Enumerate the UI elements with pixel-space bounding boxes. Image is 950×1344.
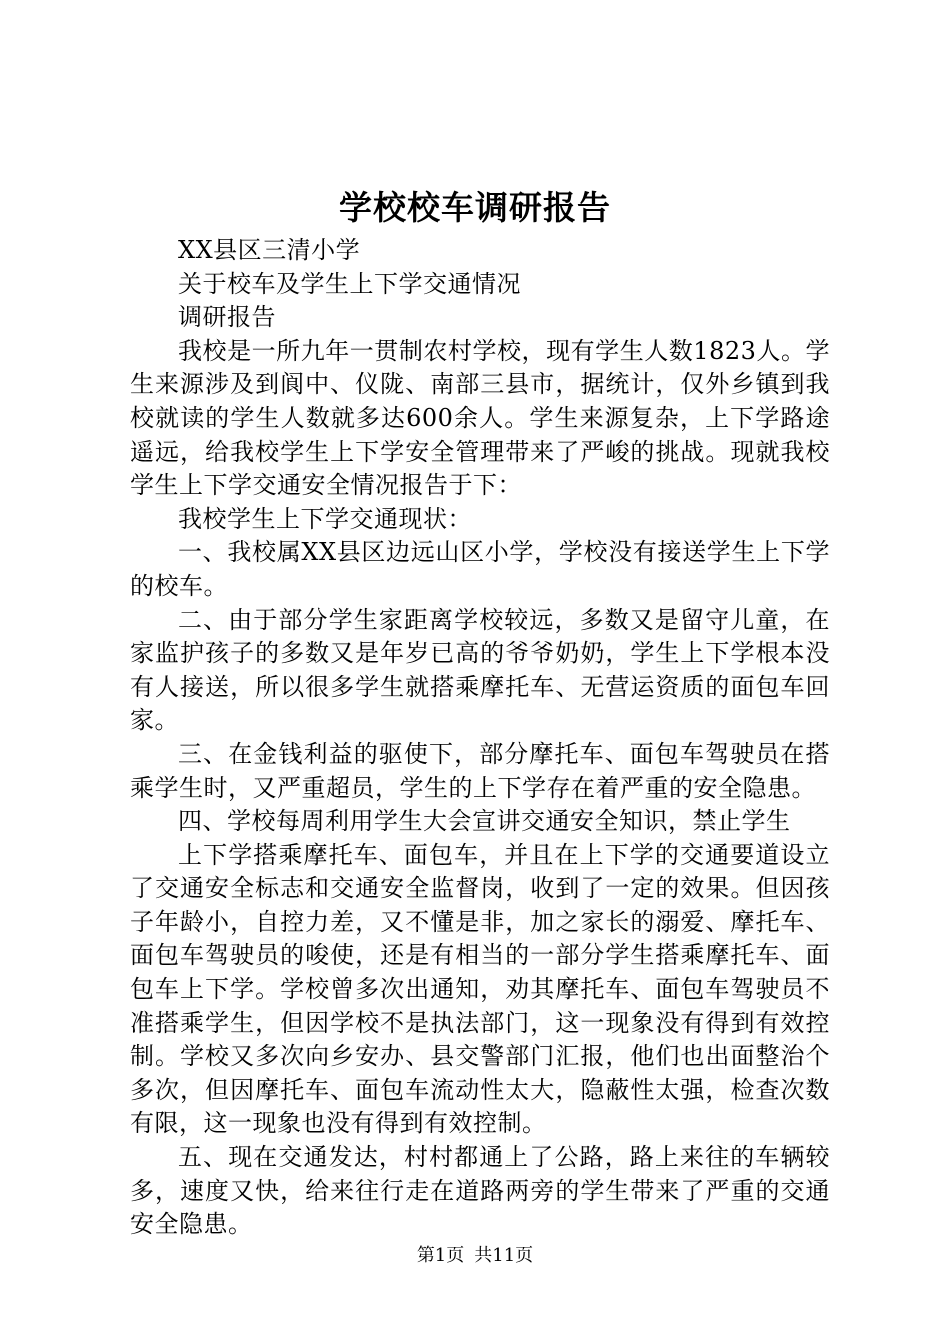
paragraph-report-label: 调研报告 bbox=[178, 303, 276, 332]
page-number: 第1页 bbox=[416, 1245, 465, 1266]
paragraph-point-4: 四、学校每周利用学生大会宣讲交通安全知识，禁止学生 bbox=[178, 807, 791, 836]
paragraph-point-2: 二、由于部分学生家距离学校较远，多数又是留守儿童，在家监护孩子的多数又是年岁已高的爷爷奶奶，学生上下学根本没有人接送，所以很多学生就搭乘摩托车、无营运资质的面包车回家。 bbox=[130, 605, 830, 735]
paragraph-status-heading: 我校学生上下学交通现状： bbox=[178, 504, 472, 533]
paragraph-school-name: XX县区三清小学 bbox=[178, 236, 361, 264]
document-body bbox=[130, 234, 830, 1242]
paragraph-intro: 我校是一所九年一贯制农村学校，现有学生人数1823人。学生来源涉及到阆中、仪陇、南部三县市，据统计，仅外乡镇到我校就读的学生人数就多达600余人。学生来源复杂，上下学路途遥远，给我校学生上下学安全管理带来了严峻的挑战。现就我校学生上下学交通安全情况报告于下： bbox=[130, 336, 830, 500]
page-footer bbox=[0, 1244, 950, 1268]
paragraph-subtitle: 关于校车及学生上下学交通情况 bbox=[178, 269, 521, 298]
page-total: 共11页 bbox=[474, 1245, 534, 1266]
paragraph-point-4-continued: 上下学搭乘摩托车、面包车，并且在上下学的交通要道设立了交通安全标志和交通安全监督岗，收到了一定的效果。但因孩子年龄小，自控力差，又不懂是非，加之家长的溺爱、摩托车、面包车驾驶员的唆使，还是有相当的一部分学生搭乘摩托车、面包车上下学。学校曾多次出通知，劝其摩托车、面包车驾驶员不准搭乘学生，但因学校不是执法部门，这一现象没有得到有效控制。学校又多次向乡安办、县交警部门汇报，他们也出面整治个多次，但因摩托车、面包车流动性太大，隐蔽性太强，检查次数有限，这一现象也没有得到有效控制。 bbox=[130, 840, 830, 1138]
paragraph-point-5: 五、现在交通发达，村村都通上了公路，路上来往的车辆较多，速度又快，给来往行走在道路两旁的学生带来了严重的交通安全隐患。 bbox=[130, 1143, 830, 1239]
paragraph-point-3: 三、在金钱利益的驱使下，部分摩托车、面包车驾驶员在搭乘学生时，又严重超员，学生的上下学存在着严重的安全隐患。 bbox=[130, 739, 830, 802]
paragraph-point-1: 一、我校属XX县区边远山区小学，学校没有接送学生上下学的校车。 bbox=[130, 538, 830, 600]
document-title: 学校校车调研报告 bbox=[339, 188, 611, 227]
